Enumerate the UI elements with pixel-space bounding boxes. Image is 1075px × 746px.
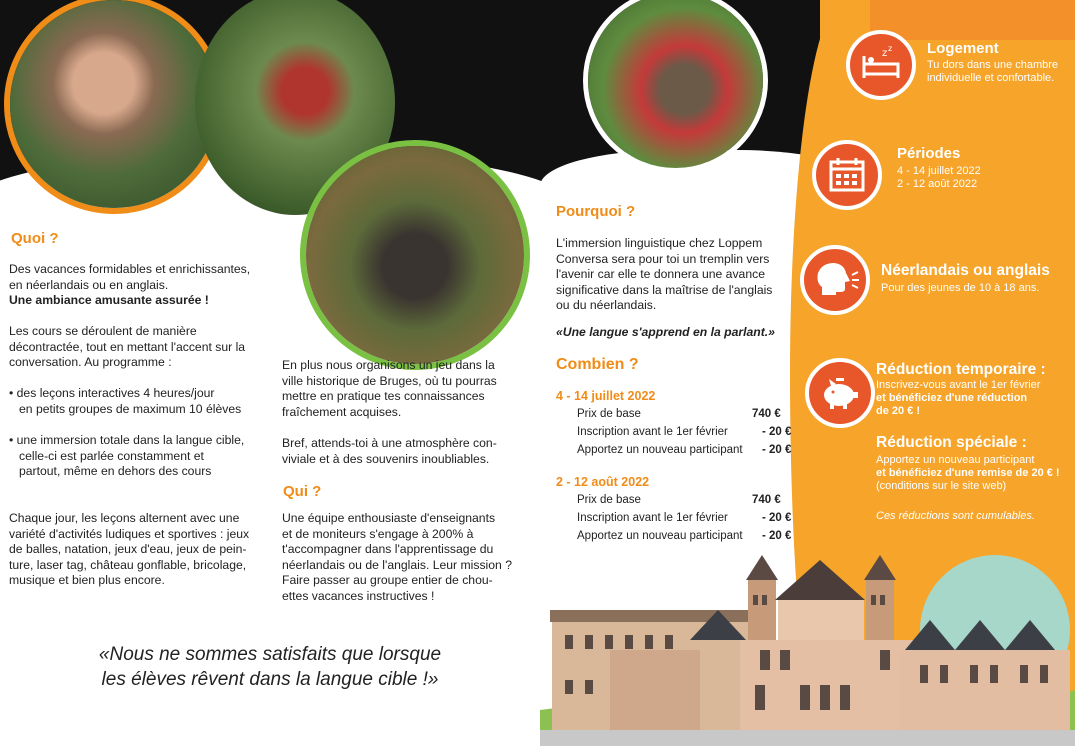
cumulative-note: Ces réductions sont cumulables.: [876, 510, 1035, 522]
price-label: Apportez un nouveau participant: [577, 530, 743, 542]
calendar-icon: [816, 144, 878, 206]
reduction-text: [876, 379, 1040, 418]
slogan-line: «Nous ne sommes satisfaits que lorsque: [98, 644, 442, 665]
bullet-line: • une immersion totale dans la langue cible,: [9, 433, 245, 447]
special-line: (conditions sur le site web): [876, 480, 1007, 492]
price-label: Apportez un nouveau participant: [577, 444, 743, 456]
price-value: - 20 €: [762, 426, 792, 438]
periodes-line: 4 - 14 juillet 2022: [897, 165, 981, 177]
quoi-intro: [9, 262, 269, 309]
piggy-bank-icon: [809, 362, 871, 424]
logement-line: individuelle et confortable.: [927, 72, 1055, 84]
price-value: - 20 €: [762, 512, 792, 524]
pourquoi-line: significative dans la maîtrise de l'anglais: [556, 282, 773, 297]
courses-line: décontractée, tout en mettant l'accent sur la: [9, 339, 246, 354]
price-value: 740 €: [752, 494, 781, 506]
periodes-title: Périodes: [897, 145, 961, 162]
bruges-line: mettre en pratique tes connaissances: [282, 389, 485, 403]
bullet-line: partout, même en dehors des cours: [19, 464, 212, 478]
bullet-immersion: [9, 433, 279, 480]
logement-badge: [846, 30, 916, 100]
quoi-heading: Quoi ?: [11, 230, 59, 247]
period2-title: 2 - 12 août 2022: [556, 475, 650, 489]
qui-line: Faire passer au groupe entier de chou-: [282, 573, 493, 587]
bullet-line: • des leçons interactives 4 heures/jour: [9, 386, 215, 400]
castle-illustration: [540, 540, 1075, 746]
periodes-text: [897, 165, 981, 191]
bruges-paragraph: [282, 358, 532, 420]
reduction-badge: [805, 358, 875, 428]
castle-wing-right: [900, 650, 1070, 730]
logement-text: [927, 59, 1058, 85]
logement-line: Tu dors dans une chambre: [927, 59, 1059, 71]
price-label: Inscription avant le 1er février: [577, 512, 728, 524]
langue-badge: [800, 245, 870, 315]
langue-title: Néerlandais ou anglais: [881, 262, 1050, 279]
price-label: Prix de base: [577, 494, 641, 506]
tower-left-roof: [746, 555, 778, 580]
bruges-line: fraîchement acquises.: [282, 404, 402, 419]
svg-text:z: z: [882, 48, 888, 59]
pourquoi-line: Conversa sera pour toi un tremplin vers: [556, 251, 770, 266]
pourquoi-paragraph: [556, 236, 796, 314]
pourquoi-line: l'avenir car elle te donnera une avance: [556, 267, 765, 281]
quoi-intro-line: en néerlandais ou en anglais.: [9, 277, 169, 292]
activities-line: Chaque jour, les leçons alternent avec une: [9, 511, 240, 525]
activities-line: variété d'activités ludiques et sportives : jeux: [9, 526, 250, 541]
price-value: - 20 €: [762, 444, 792, 456]
atmosphere-paragraph: [282, 436, 532, 467]
special-text: [876, 454, 1060, 493]
periodes-badge: [812, 140, 882, 210]
qui-line: Une équipe enthousiaste d'enseignants: [282, 511, 496, 525]
period1-title: 4 - 14 juillet 2022: [556, 389, 656, 403]
activities-line: musique et bien plus encore.: [9, 573, 165, 587]
tower-left: [748, 580, 776, 640]
langue-text: Pour des jeunes de 10 à 18 ans.: [881, 282, 1040, 294]
activities-line: de balles, natation, jeux d'eau, jeux de pein-: [9, 542, 247, 556]
bruges-line: ville historique de Bruges, où tu pourras: [282, 373, 497, 388]
pourquoi-quote: «Une langue s'apprend en la parlant.»: [556, 325, 775, 339]
qui-heading: Qui ?: [283, 483, 322, 500]
special-title: Réduction spéciale :: [876, 434, 1027, 451]
qui-line: et de moniteurs s'engage à 200% à: [282, 526, 474, 541]
atmosphere-line: Bref, attends-toi à une atmosphère con-: [282, 436, 497, 450]
bullet-line: en petits groupes de maximum 10 élèves: [19, 401, 242, 416]
courses-line: conversation. Au programme :: [9, 355, 172, 369]
bullet-lessons: [9, 386, 279, 417]
slogan-line: les élèves rêvent dans la langue cible !»: [101, 669, 439, 690]
price-value: - 20 €: [762, 530, 792, 542]
tower-right: [866, 580, 894, 640]
tower-right-roof: [864, 555, 896, 580]
bullet-line: celle-ci est parlée constamment et: [19, 448, 204, 463]
pavement: [540, 730, 1075, 746]
qui-paragraph: [282, 511, 532, 604]
reduction-line: et bénéficiez d'une réduction: [876, 392, 1028, 404]
atmosphere-line: viviale et à des souvenirs inoubliables.: [282, 451, 490, 466]
bruges-line: En plus nous organisons un jeu dans la: [282, 358, 495, 372]
slogan-quote: [60, 642, 480, 692]
pourquoi-heading: Pourquoi ?: [556, 203, 636, 220]
bed-icon: [850, 34, 912, 96]
qui-line: t'accompagner dans l'apprentissage du: [282, 542, 494, 556]
qui-line: ettes vacances instructives !: [282, 588, 435, 603]
svg-text:z: z: [888, 44, 893, 53]
price-label: Inscription avant le 1er février: [577, 426, 728, 438]
speaking-head-icon: [804, 249, 866, 311]
reduction-line: Inscrivez-vous avant le 1er février: [876, 379, 1041, 391]
quoi-intro-emphasis: Une ambiance amusante assurée !: [9, 293, 209, 307]
periodes-line: 2 - 12 août 2022: [897, 178, 978, 190]
price-label: Prix de base: [577, 408, 641, 420]
quoi-courses: [9, 324, 279, 371]
logement-title: Logement: [927, 40, 999, 57]
reduction-line: de 20 € !: [876, 405, 921, 417]
qui-line: néerlandais ou de l'anglais. Leur mission ?: [282, 557, 512, 572]
roof-left: [550, 610, 775, 622]
activities-line: ture, laser tag, château gonflable, bricolage,: [9, 557, 247, 572]
photo-group-forest: [300, 140, 530, 370]
central-roof: [775, 560, 865, 600]
quoi-intro-line: Des vacances formidables et enrichissantes,: [9, 262, 251, 276]
price-value: 740 €: [752, 408, 781, 420]
reduction-title: Réduction temporaire :: [876, 361, 1046, 378]
activities-paragraph: [9, 511, 279, 589]
castle-low-wing: [610, 650, 700, 730]
combien-heading: Combien ?: [556, 356, 639, 373]
courses-line: Les cours se déroulent de manière: [9, 324, 197, 338]
special-line: et bénéficiez d'une remise de 20 € !: [876, 467, 1060, 479]
pourquoi-line: ou du néerlandais.: [556, 298, 657, 312]
pourquoi-line: L'immersion linguistique chez Loppem: [556, 236, 763, 250]
photo-kids-face-paint: [4, 0, 224, 214]
special-line: Apportez un nouveau participant: [876, 454, 1035, 466]
